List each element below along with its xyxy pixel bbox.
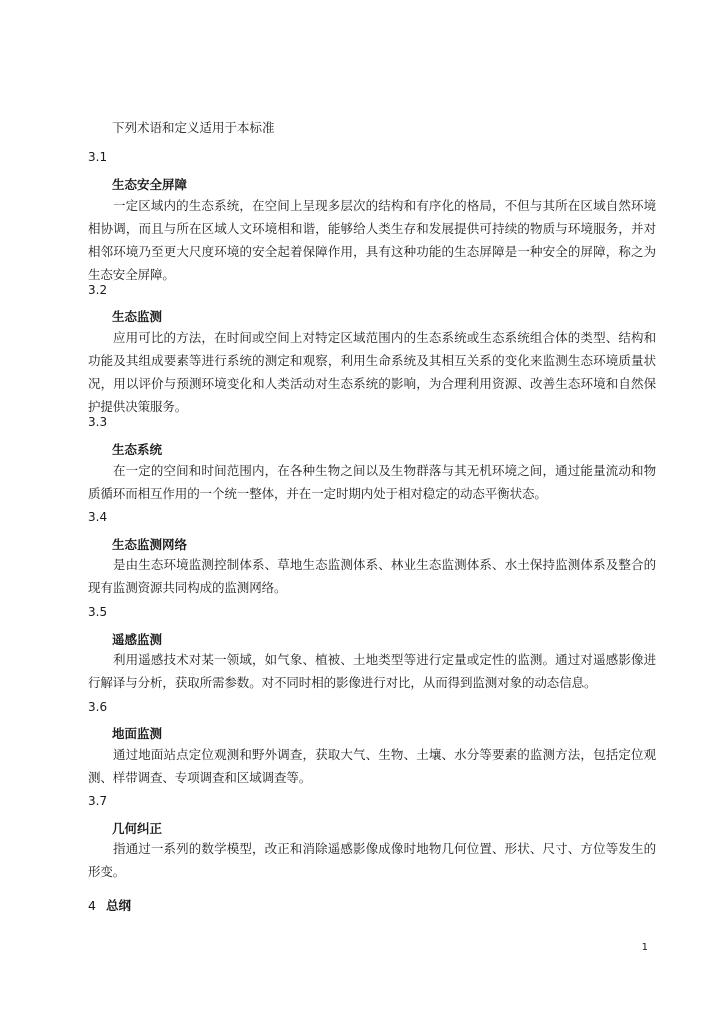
term-definition: 一定区域内的生态系统，在空间上呈现多层次的结构和有序化的格局，不但与其所在区域自然环境相协调，而且与所在区域人文环境相和谐，能够给人类生存和发展提供可持续的物质与环境服务，并对相邻环境乃至更大尺度环境的安全起着保障作用，具有这种功能的生态屏障是一种安全的屏障，称之为生态安全屏障。: [88, 198, 656, 282]
term-definition: 在一定的空间和时间范围内，在各种生物之间以及生物群落与其无机环境之间，通过能量流动和物质循环而相互作用的一个统一整体，并在一定时期内处于相对稳定的动态平衡状态。: [88, 463, 656, 501]
chapter-title: 总纲: [105, 898, 131, 913]
term-definition: 通过地面站点定位观测和野外调查，获取大气、生物、土壤、水分等要素的监测方法，包括定位观测、样带调查、专项调查和区域调查等。: [88, 747, 656, 785]
intro-text: 下列术语和定义适用于本标准: [112, 120, 275, 135]
term-definition: 利用遥感技术对某一领域，如气象、植被、土地类型等进行定量或定性的监测。通过对遥感影像进行解译与分析，获取所需参数。对不同时相的影像进行对比，从而得到监测对象的动态信息。: [88, 652, 656, 690]
term-number: 3.6: [88, 700, 108, 714]
term-definition: 是由生态环境监测控制体系、草地生态监测体系、林业生态监测体系、水土保持监测体系及整合的现有监测资源共同构成的监测网络。: [88, 557, 656, 595]
term-definition: 应用可比的方法，在时间或空间上对特定区域范围内的生态系统或生态系统组合体的类型、结构和功能及其组成要素等进行系统的测定和观察，利用生命系统及其相互关系的变化来监测生态环境质量状况，用以评价与预测环境变化和人类活动对生态系统的影响，为合理利用资源、改善生态环境和自然保护提供决策服务。: [88, 330, 656, 414]
term-title: 遥感监测: [112, 632, 163, 647]
term-number: 3.5: [88, 605, 108, 619]
term-title: 地面监测: [112, 726, 163, 741]
term-title: 生态系统: [112, 442, 163, 457]
term-title: 几何纠正: [112, 821, 163, 836]
term-number: 3.3: [88, 415, 108, 429]
term-number: 3.7: [88, 794, 108, 808]
term-number: 3.1: [88, 150, 108, 164]
term-definition: 指通过一系列的数学模型，改正和消除遥感影像成像时地物几何位置、形状、尺寸、方位等发生的形变。: [88, 841, 656, 879]
term-title: 生态监测网络: [112, 537, 188, 552]
term-title: 生态监测: [112, 309, 163, 324]
term-number: 3.2: [88, 283, 108, 297]
term-title: 生态安全屏障: [112, 177, 188, 192]
chapter-heading: [88, 897, 131, 915]
term-number: 3.4: [88, 510, 108, 524]
page-number: 1: [641, 942, 648, 953]
chapter-number: 4: [88, 898, 96, 913]
